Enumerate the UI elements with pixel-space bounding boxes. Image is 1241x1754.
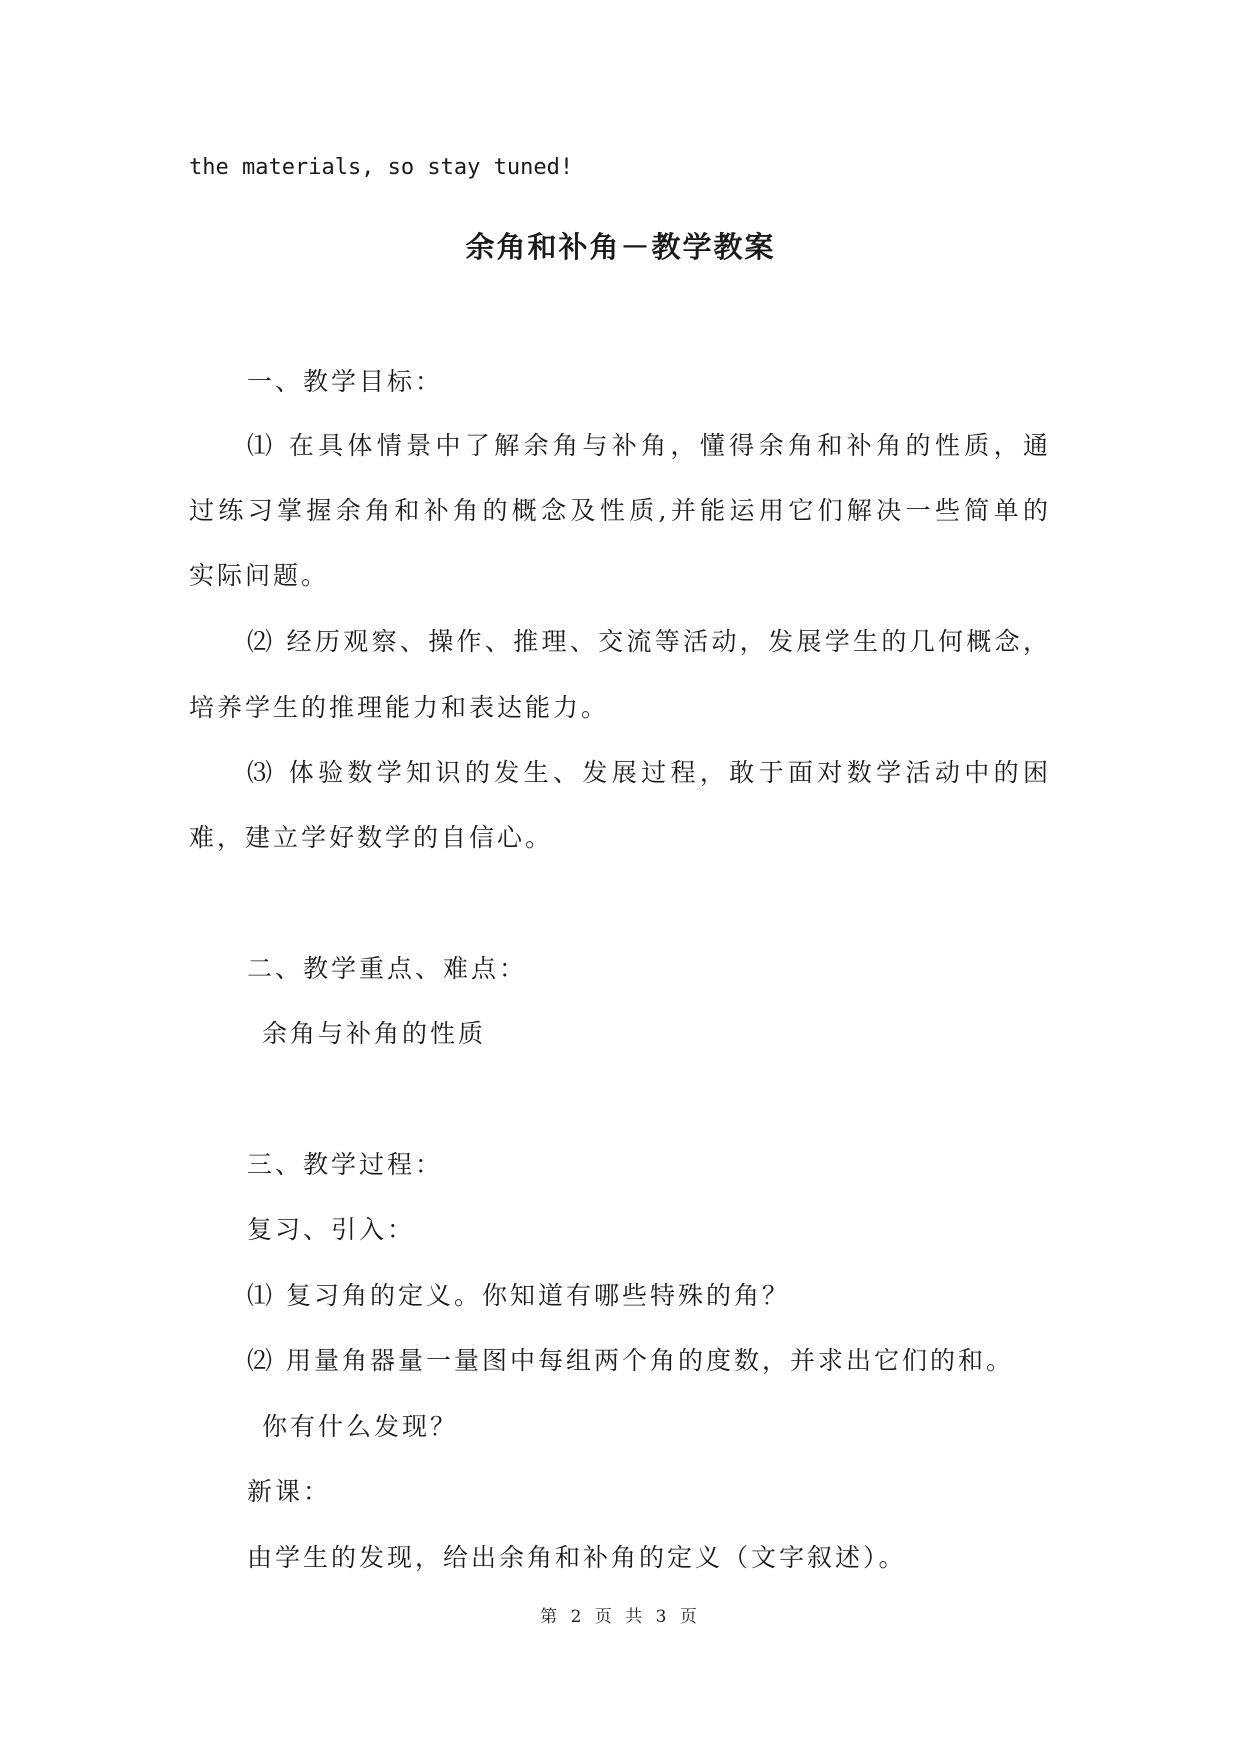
review-question: 你有什么发现？ (262, 1412, 459, 1441)
footer-middle: 页 共 (594, 1607, 647, 1627)
review-item2: ⑵ 用量角器量一量图中每组两个角的度数，并求出它们的和。 (247, 1346, 1014, 1375)
section1-item3-line2: 难，建立学好数学的自信心。 (189, 823, 554, 852)
new-lesson-heading: 新课： (247, 1477, 332, 1506)
footer-prefix: 第 (540, 1607, 562, 1627)
page-title: 余角和补角－教学教案 (465, 230, 776, 264)
section3-heading: 三、教学过程： (247, 1150, 444, 1179)
review-heading: 复习、引入： (247, 1215, 416, 1244)
section1-item3-line1: ⑶ 体验数学知识的发生、发展过程，敢于面对数学活动中的困 (247, 758, 1051, 787)
footer-current-page: 2 (570, 1607, 586, 1627)
review-item1: ⑴ 复习角的定义。你知道有哪些特殊的角？ (247, 1281, 790, 1310)
section1-item1-line2: 过练习掌握余角和补角的概念及性质,并能运用它们解决一些简单的 (189, 496, 1051, 525)
new-lesson-text: 由学生的发现，给出余角和补角的定义（文字叙述）。 (247, 1543, 907, 1572)
section1-item2-line2: 培养学生的推理能力和表达能力。 (189, 693, 610, 722)
section1-heading: 一、教学目标： (247, 367, 444, 396)
intro-line: the materials, so stay tuned! (189, 155, 574, 180)
section1-item2-line1: ⑵ 经历观察、操作、推理、交流等活动，发展学生的几何概念， (247, 627, 1051, 656)
section2-content: 余角与补角的性质 (262, 1019, 487, 1048)
section1-item1-line3: 实际问题。 (189, 561, 330, 590)
page-footer (0, 1606, 1241, 1628)
section2-heading: 二、教学重点、难点： (247, 954, 528, 983)
footer-total-pages: 3 (655, 1607, 671, 1627)
section1-item1-line1: ⑴ 在具体情景中了解余角与补角，懂得余角和补角的性质，通 (247, 431, 1051, 460)
footer-suffix: 页 (679, 1607, 701, 1627)
